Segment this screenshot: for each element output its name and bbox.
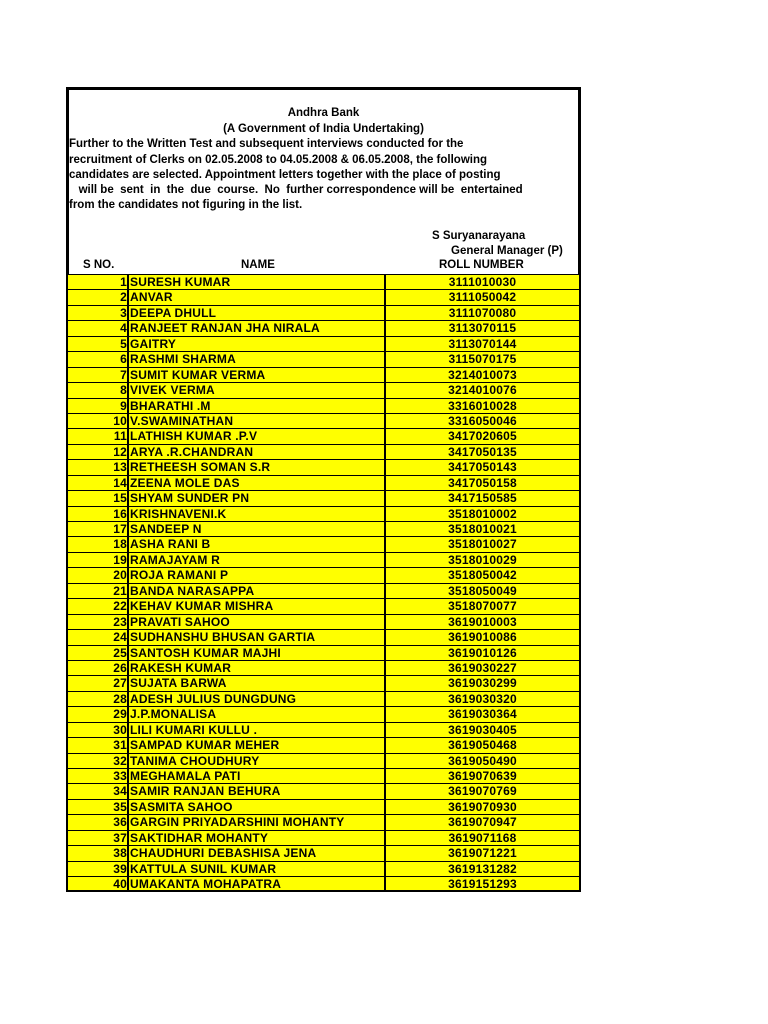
name-cell: LILI KUMARI KULLU .: [129, 723, 386, 737]
roll-number-cell: 3619030364: [448, 707, 517, 722]
sno-cell: 4: [68, 321, 129, 335]
sno-cell: 30: [68, 723, 129, 737]
roll-number-cell: 3518070077: [448, 599, 517, 614]
roll-number-cell: 3316010028: [448, 398, 517, 413]
roll-number-cell: 3111010030: [448, 275, 517, 289]
roll-number-cell: 3518050042: [448, 568, 517, 583]
table-row: [66, 783, 581, 798]
table-row: [66, 845, 581, 860]
roll-number-cell: 3619151293: [448, 877, 517, 892]
roll-number-cell: 3619131282: [448, 861, 517, 876]
sno-cell: 26: [68, 661, 129, 675]
name-cell: ZEENA MOLE DAS: [129, 476, 386, 490]
sno-cell: 29: [68, 707, 129, 721]
roll-number-cell: 3316050046: [448, 413, 517, 428]
name-cell: ANVAR: [129, 290, 386, 304]
sno-cell: 5: [68, 337, 129, 351]
roll-number-cell: 3619071221: [448, 846, 517, 861]
candidate-table: [66, 274, 581, 892]
name-cell: RETHEESH SOMAN S.R: [129, 460, 386, 474]
name-cell: VIVEK VERMA: [129, 383, 386, 397]
name-cell: RAKESH KUMAR: [129, 661, 386, 675]
name-cell: DEEPA DHULL: [129, 306, 386, 320]
table-row: [66, 675, 581, 690]
sno-cell: 24: [68, 630, 129, 644]
sno-cell: 12: [68, 445, 129, 459]
sno-cell: 19: [68, 553, 129, 567]
sno-cell: 27: [68, 676, 129, 690]
table-row: [66, 274, 581, 289]
table-row: [66, 598, 581, 613]
table-row: [66, 814, 581, 829]
sno-cell: 40: [68, 877, 129, 889]
name-cell: BHARATHI .M: [129, 399, 386, 413]
sno-cell: 34: [68, 784, 129, 798]
name-cell: BANDA NARASAPPA: [129, 584, 386, 598]
table-row: [66, 382, 581, 397]
sno-cell: 14: [68, 476, 129, 490]
name-cell: ARYA .R.CHANDRAN: [129, 445, 386, 459]
name-cell: SURESH KUMAR: [129, 275, 386, 289]
table-row: [66, 614, 581, 629]
table-row: [66, 629, 581, 644]
table-row: [66, 459, 581, 474]
roll-number-cell: 3111050042: [448, 290, 517, 305]
notice-line-5: from the candidates not figuring in the list.: [69, 199, 303, 211]
table-row: [66, 398, 581, 413]
table-row: [66, 351, 581, 366]
table-row: [66, 367, 581, 382]
roll-number-cell: 3619071168: [448, 830, 517, 845]
table-row: [66, 660, 581, 675]
roll-number-cell: 3518010021: [448, 522, 517, 536]
roll-number-cell: 3115070175: [448, 352, 517, 367]
roll-number-cell: 3619030320: [448, 691, 517, 706]
table-row: [66, 876, 581, 891]
sno-cell: 35: [68, 800, 129, 814]
name-cell: SANDEEP N: [129, 522, 386, 536]
table-row: [66, 444, 581, 459]
column-header-row: [66, 259, 581, 274]
name-cell: KATTULA SUNIL KUMAR: [129, 862, 386, 876]
table-row: [66, 536, 581, 551]
table-row: [66, 583, 581, 598]
roll-number-cell: 3518010027: [448, 537, 517, 552]
name-cell: GARGIN PRIYADARSHINI MOHANTY: [129, 815, 386, 829]
roll-number-cell: 3417150585: [448, 491, 517, 506]
selection-list-sheet: [66, 87, 581, 892]
sno-cell: 11: [68, 429, 129, 443]
name-cell: SASMITA SAHOO: [129, 800, 386, 814]
sno-cell: 2: [68, 290, 129, 304]
roll-number-cell: 3619010003: [448, 614, 517, 629]
notice-line-4: will be sent in the due course. No further correspondence will be entertained: [69, 184, 523, 196]
table-row: [66, 691, 581, 706]
name-cell: TANIMA CHOUDHURY: [129, 754, 386, 768]
bank-subtitle: (A Government of India Undertaking): [223, 123, 424, 135]
roll-number-cell: 3518050049: [448, 583, 517, 598]
roll-number-cell: 3417020605: [448, 429, 517, 444]
name-cell: MEGHAMALA PATI: [129, 769, 386, 783]
sno-cell: 10: [68, 414, 129, 428]
name-cell: SAKTIDHAR MOHANTY: [129, 831, 386, 845]
roll-number-cell: 3214010073: [448, 367, 517, 382]
column-header-roll-number: ROLL NUMBER: [439, 259, 524, 271]
table-row: [66, 830, 581, 845]
sno-cell: 36: [68, 815, 129, 829]
roll-number-cell: 3619070930: [448, 799, 517, 814]
sno-cell: 6: [68, 352, 129, 366]
name-cell: PRAVATI SAHOO: [129, 615, 386, 629]
notice-line-2: recruitment of Clerks on 02.05.2008 to 04.05.2008 & 06.05.2008, the following: [69, 154, 488, 166]
roll-number-cell: 3113070144: [448, 336, 517, 351]
bank-title: Andhra Bank: [287, 107, 360, 119]
roll-number-cell: 3113070115: [448, 321, 517, 336]
sno-cell: 9: [68, 399, 129, 413]
name-cell: RAMAJAYAM R: [129, 553, 386, 567]
sno-cell: 38: [68, 846, 129, 860]
sno-cell: 22: [68, 599, 129, 613]
sno-cell: 32: [68, 754, 129, 768]
name-cell: SHYAM SUNDER PN: [129, 491, 386, 505]
table-row: [66, 567, 581, 582]
roll-number-cell: 3619070947: [448, 815, 517, 830]
sno-cell: 31: [68, 738, 129, 752]
roll-number-cell: 3619030299: [448, 676, 517, 691]
column-header-name: NAME: [241, 259, 275, 271]
sno-cell: 8: [68, 383, 129, 397]
name-cell: SUMIT KUMAR VERMA: [129, 368, 386, 382]
name-cell: J.P.MONALISA: [129, 707, 386, 721]
name-cell: CHAUDHURI DEBASHISA JENA: [129, 846, 386, 860]
name-cell: SANTOSH KUMAR MAJHI: [129, 646, 386, 660]
table-row: [66, 861, 581, 876]
sno-cell: 25: [68, 646, 129, 660]
roll-number-cell: 3518010002: [448, 506, 517, 521]
notice-line-3: candidates are selected. Appointment letters together with the place of posting: [69, 169, 501, 181]
name-cell: ROJA RAMANI P: [129, 568, 386, 582]
roll-number-cell: 3417050135: [448, 444, 517, 459]
table-row: [66, 490, 581, 505]
name-cell: GAITRY: [129, 337, 386, 351]
notice-header-box: [66, 87, 581, 259]
sno-cell: 13: [68, 460, 129, 474]
table-row: [66, 428, 581, 443]
table-row: [66, 552, 581, 567]
table-row: [66, 336, 581, 351]
table-row: [66, 413, 581, 428]
roll-number-cell: 3417050158: [448, 475, 517, 490]
roll-number-cell: 3619070769: [448, 784, 517, 799]
name-cell: SUJATA BARWA: [129, 676, 386, 690]
sno-cell: 15: [68, 491, 129, 505]
table-row: [66, 320, 581, 335]
sno-cell: 21: [68, 584, 129, 598]
sno-cell: 23: [68, 615, 129, 629]
name-cell: LATHISH KUMAR .P.V: [129, 429, 386, 443]
table-row: [66, 737, 581, 752]
name-cell: SUDHANSHU BHUSAN GARTIA: [129, 630, 386, 644]
name-cell: ADESH JULIUS DUNGDUNG: [129, 692, 386, 706]
name-cell: SAMPAD KUMAR MEHER: [129, 738, 386, 752]
sno-cell: 7: [68, 368, 129, 382]
signer-title: General Manager (P): [451, 245, 563, 257]
roll-number-cell: 3619030405: [448, 722, 517, 737]
table-row: [66, 799, 581, 814]
name-cell: RASHMI SHARMA: [129, 352, 386, 366]
roll-number-cell: 3518010029: [448, 552, 517, 567]
sno-cell: 28: [68, 692, 129, 706]
name-cell: ASHA RANI B: [129, 537, 386, 551]
table-row: [66, 722, 581, 737]
sno-cell: 20: [68, 568, 129, 582]
roll-number-cell: 3214010076: [448, 383, 517, 398]
roll-number-cell: 3619070639: [448, 769, 517, 783]
table-row: [66, 521, 581, 536]
name-cell: KRISHNAVENI.K: [129, 507, 386, 521]
table-row: [66, 753, 581, 768]
roll-number-cell: 3417050143: [448, 460, 517, 475]
name-cell: RANJEET RANJAN JHA NIRALA: [129, 321, 386, 335]
table-row: [66, 506, 581, 521]
sno-cell: 18: [68, 537, 129, 551]
roll-number-cell: 3619050468: [448, 738, 517, 753]
table-row: [66, 768, 581, 783]
sno-cell: 3: [68, 306, 129, 320]
roll-number-cell: 3619030227: [448, 660, 517, 675]
sno-cell: 16: [68, 507, 129, 521]
roll-number-cell: 3619010086: [448, 630, 517, 645]
name-cell: V.SWAMINATHAN: [129, 414, 386, 428]
column-header-sno: S NO.: [83, 259, 115, 271]
name-cell: UMAKANTA MOHAPATRA: [129, 877, 386, 889]
notice-line-1: Further to the Written Test and subsequent interviews conducted for the: [69, 138, 464, 150]
sno-cell: 33: [68, 769, 129, 783]
name-cell: SAMIR RANJAN BEHURA: [129, 784, 386, 798]
table-row: [66, 475, 581, 490]
table-row: [66, 289, 581, 304]
name-cell: KEHAV KUMAR MISHRA: [129, 599, 386, 613]
sno-cell: 17: [68, 522, 129, 536]
table-row: [66, 706, 581, 721]
sno-cell: 39: [68, 862, 129, 876]
table-row: [66, 305, 581, 320]
sno-cell: 37: [68, 831, 129, 845]
sno-cell: 1: [68, 275, 129, 289]
signer-name: S Suryanarayana: [432, 230, 526, 242]
roll-number-cell: 3619010126: [448, 645, 517, 660]
table-row: [66, 645, 581, 660]
roll-number-cell: 3111070080: [448, 305, 517, 320]
roll-number-cell: 3619050490: [448, 753, 517, 768]
